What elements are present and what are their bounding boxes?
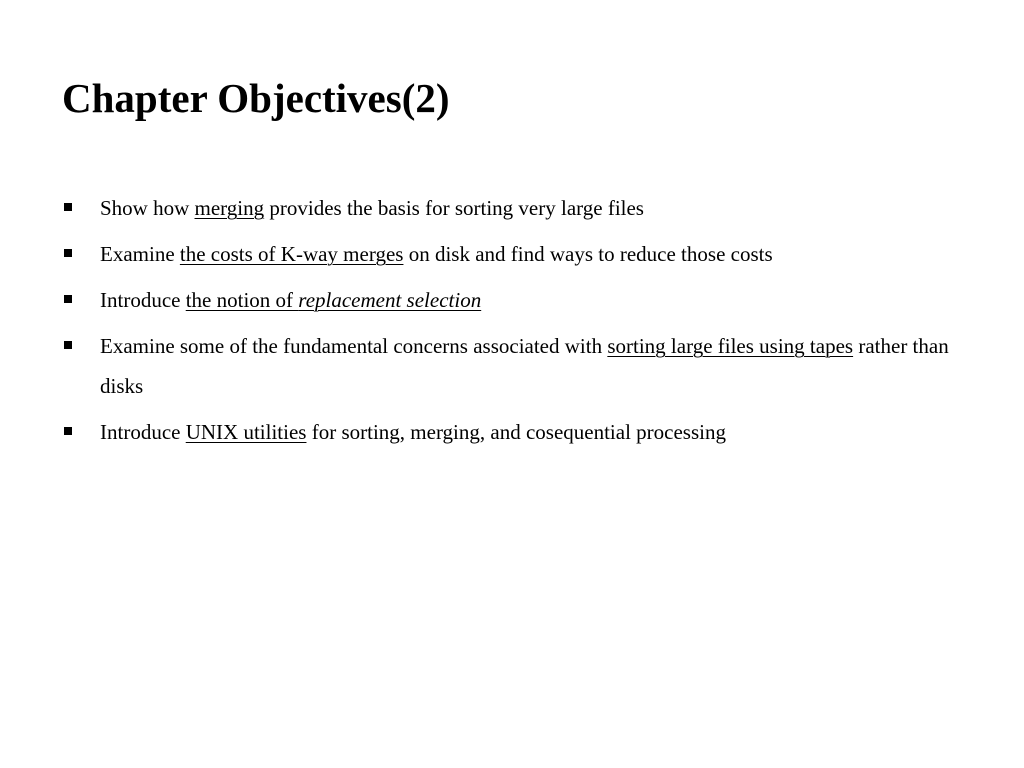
underlined-term: sorting large files using tapes: [607, 334, 854, 358]
underlined-term: the costs of K-way merges: [179, 242, 404, 266]
text-run: rather than disks: [100, 334, 949, 398]
text-run: on disk and find ways to reduce those costs: [403, 242, 773, 266]
underlined-term: merging: [194, 196, 265, 220]
square-bullet-icon: [64, 295, 72, 303]
bullet-text: [100, 420, 726, 444]
bullet-text: [100, 288, 481, 312]
text-run: Show how: [100, 196, 195, 220]
bullet-item: [62, 280, 972, 320]
underlined-term: the notion of: [185, 288, 299, 312]
bullet-item: [62, 412, 972, 452]
square-bullet-icon: [64, 341, 72, 349]
underlined-italic-term: replacement selection: [298, 288, 482, 312]
bullet-text: [100, 242, 773, 266]
bullet-text: [100, 334, 949, 398]
underlined-term: UNIX utilities: [185, 420, 307, 444]
bullet-list: [62, 188, 972, 458]
square-bullet-icon: [64, 249, 72, 257]
text-run: provides the basis for sorting very large files: [264, 196, 644, 220]
bullet-item: [62, 234, 972, 274]
text-run: Introduce: [100, 288, 186, 312]
text-run: Examine some of the fundamental concerns associated with: [100, 334, 608, 358]
text-run: for sorting, merging, and cosequential processing: [306, 420, 726, 444]
bullet-item: [62, 188, 972, 228]
bullet-item: [62, 326, 972, 406]
text-run: Introduce: [100, 420, 186, 444]
slide-title: Chapter Objectives(2): [62, 75, 450, 121]
bullet-text: [100, 196, 644, 220]
square-bullet-icon: [64, 203, 72, 211]
square-bullet-icon: [64, 427, 72, 435]
text-run: Examine: [100, 242, 180, 266]
